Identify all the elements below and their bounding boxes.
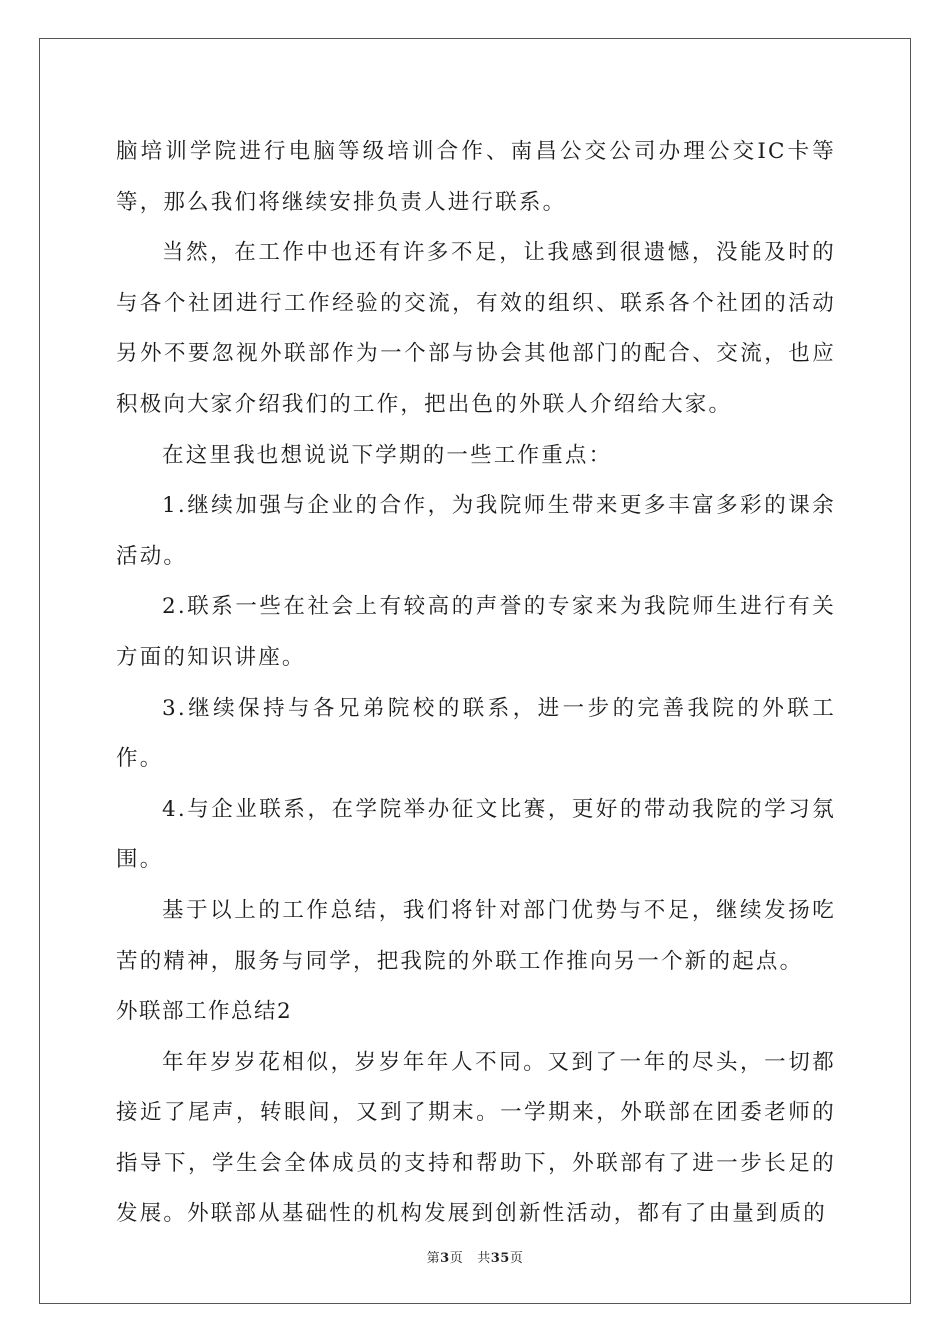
- page-current: 3: [440, 1251, 450, 1266]
- list-item-4: 4.与企业联系，在学院举办征文比赛，更好的带动我院的学习氛围。: [116, 796, 836, 873]
- page-suffix: 页: [449, 1251, 464, 1266]
- page-prefix: 第: [426, 1251, 441, 1266]
- total-prefix: 共: [477, 1251, 491, 1266]
- total-suffix: 页: [509, 1251, 524, 1266]
- list-item-3: 3.继续保持与各兄弟院校的联系，进一步的完善我院的外联工作。: [116, 695, 836, 772]
- page-footer: [0, 1247, 950, 1266]
- section-heading: 外联部工作总结2: [116, 999, 293, 1025]
- page-total: 35: [490, 1251, 510, 1266]
- list-item-2: 2.联系一些在社会上有较高的声誉的专家来为我院师生进行有关方面的知识讲座。: [116, 594, 836, 670]
- paragraph-summary: 基于以上的工作总结，我们将针对部门优势与不足，继续发扬吃苦的精神，服务与同学，把我院的外联工作推向另一个新的起点。: [116, 897, 836, 974]
- paragraph-3: 在这里我也想说说下学期的一些工作重点：: [162, 442, 613, 468]
- paragraph-section-2: 年年岁岁花相似，岁岁年年人不同。又到了一年的尽头，一切都接近了尾声，转眼间，又到了期末。一学期来，外联部在团委老师的指导下，学生会全体成员的支持和帮助下，外联部有了进一步长足的发展。外联部从基础性的机构发展到创新性活动，都有了由量到质的: [116, 1049, 836, 1227]
- document-body: [116, 127, 836, 1240]
- list-item-1: 1.继续加强与企业的合作，为我院师生带来更多丰富多彩的课余活动。: [116, 493, 836, 569]
- paragraph-1: 脑培训学院进行电脑等级培训合作、南昌公交公司办理公交IC卡等等，那么我们将继续安排负责人进行联系。: [116, 139, 836, 215]
- paragraph-2: 当然，在工作中也还有许多不足，让我感到很遗憾，没能及时的与各个社团进行工作经验的交流，有效的组织、联系各个社团的活动另外不要忽视外联部作为一个部与协会其他部门的配合、交流，也应积极向大家介绍我们的工作，把出色的外联人介绍给大家。: [116, 240, 836, 417]
